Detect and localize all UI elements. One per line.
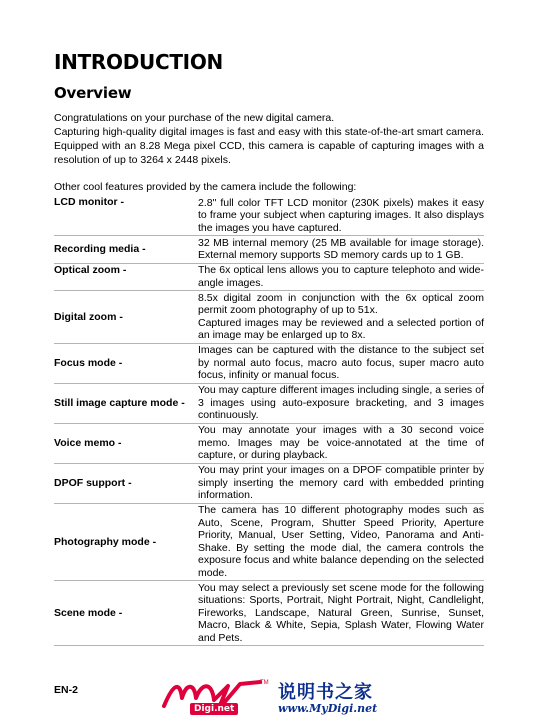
feature-term: Digital zoom -	[54, 310, 123, 323]
feature-desc-text: The 6x optical lens allows you to capture telephoto and wide-angle images.	[198, 264, 484, 289]
intro-text	[54, 111, 484, 167]
feature-row-voice-memo	[54, 424, 484, 464]
feature-term: Focus mode -	[54, 356, 123, 369]
logo-chinese-text: 说明书之家	[278, 682, 373, 703]
feature-desc-text: Images can be captured with the distance to the subject set by normal auto focus, macro auto focus, super macro auto focus, infinity or manual focus.	[198, 344, 484, 381]
features-table	[54, 196, 484, 646]
feature-desc-text: 2.8" full color TFT LCD monitor (230K pixels) makes it easy to frame your subject when capturing images. It also displays the images you have captured.	[198, 196, 484, 234]
feature-desc-text: 32 MB internal memory (25 MB available for image storage). External memory supports SD memory cards up to 1 GB.	[198, 236, 484, 261]
feature-desc	[198, 196, 484, 235]
feature-desc	[198, 384, 484, 423]
page-title: INTRODUCTION	[54, 50, 223, 74]
feature-desc	[198, 291, 484, 343]
feature-term: Optical zoom -	[54, 263, 127, 276]
feature-desc-text: Captured images may be reviewed and a selected portion of an image may be enlarged up to 8x.	[198, 316, 484, 341]
feature-desc-text: The camera has 10 different photography modes such as Auto, Scene, Program, Shutter Speed Priority, Aperture Priority, Manual, User Setting, Video, Panorama and Anti-Shake. By setting the mode dial, the camera controls the exposure focus and white balance depending on the selected mode.	[198, 504, 484, 579]
feature-term: Scene mode -	[54, 606, 123, 619]
feature-desc-text: You may capture different images including single, a series of 3 images using auto-exposure bracketing, and 3 images continuously.	[198, 384, 484, 421]
feature-term: DPOF support -	[54, 476, 132, 489]
feature-term: Recording media -	[54, 243, 146, 255]
feature-row-recording-media	[54, 236, 484, 264]
feature-desc	[198, 264, 484, 291]
feature-desc-text: 8.5x digital zoom in conjunction with the 6x optical zoom permit zoom photography of up to 51x.	[198, 291, 484, 316]
feature-desc-text: You may annotate your images with a 30 second voice memo. Images may be voice-annotated at the time of capture, or during playback.	[198, 424, 484, 461]
feature-row-dpof-support	[54, 464, 484, 504]
feature-term: Still image capture mode -	[54, 396, 185, 409]
watermark-logo	[160, 676, 400, 720]
feature-term: Voice memo -	[54, 436, 122, 449]
feature-desc	[198, 504, 484, 581]
feature-term: Photography mode -	[54, 535, 157, 548]
intro-line-2: Capturing high-quality digital images is fast and easy with this state-of-the-art smart camera. Equipped with an 8.28 Mega pixel CCD, this camera is capable of capturing images with a resolution of up to 3264 x 2448 pixels.	[54, 126, 484, 166]
feature-row-photography-mode	[54, 504, 484, 582]
feature-term: LCD monitor -	[54, 196, 124, 208]
intro-line-1: Congratulations on your purchase of the new digital camera.	[54, 112, 335, 124]
feature-desc-text: You may print your images on a DPOF compatible printer by simply inserting the memory card with embedded printing information.	[198, 464, 484, 501]
feature-row-focus-mode	[54, 344, 484, 384]
section-heading: Overview	[54, 84, 132, 102]
feature-desc-text: You may select a previously set scene mode for the following situations: Sports, Portrait, Night Portrait, Night, Candlelight, Fireworks, Landscape, Natural Green, Sunrise, Sunset, Macro, Black & White, Sepia, Splash Water, Flowing Water and Pets.	[198, 581, 484, 644]
feature-desc	[198, 464, 484, 503]
feature-row-lcd-monitor	[54, 196, 484, 236]
logo-trademark: TM	[260, 680, 269, 686]
logo-badge: Digi.net	[190, 703, 238, 715]
feature-row-digital-zoom	[54, 291, 484, 344]
page-number: EN-2	[54, 684, 78, 696]
logo-url: www.MyDigi.net	[278, 702, 378, 715]
feature-row-optical-zoom	[54, 264, 484, 292]
feature-desc	[198, 581, 484, 645]
feature-row-still-image-capture	[54, 384, 484, 424]
features-lead: Other cool features provided by the camera include the following:	[54, 181, 357, 193]
page-body	[54, 48, 484, 646]
feature-desc	[198, 236, 484, 263]
feature-desc	[198, 344, 484, 383]
feature-row-scene-mode	[54, 581, 484, 646]
feature-desc	[198, 424, 484, 463]
